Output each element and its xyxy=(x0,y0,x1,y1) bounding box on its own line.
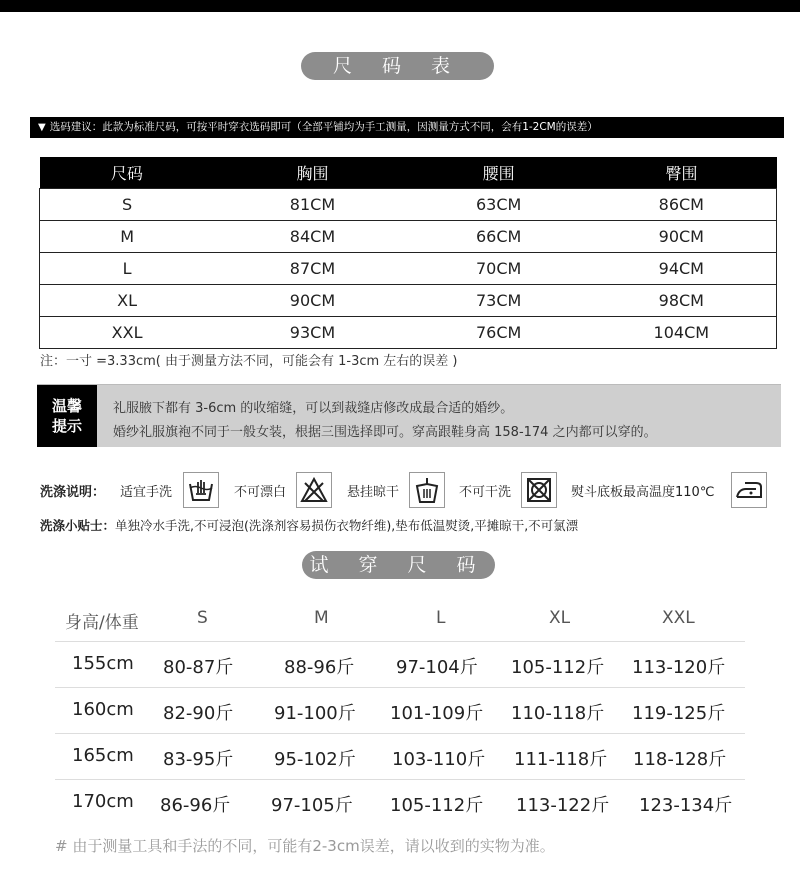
fit-header-cell: XL xyxy=(549,608,571,628)
weight-cell: 82-90斤 xyxy=(163,703,234,724)
hip-cell: 94CM xyxy=(587,253,777,285)
weight-cell: 103-110斤 xyxy=(392,749,486,770)
fit-header-cell: M xyxy=(314,608,329,628)
size-header-cell: 尺码 xyxy=(40,157,215,189)
table-row xyxy=(55,733,745,779)
weight-cell: 110-118斤 xyxy=(511,703,605,724)
size-cell: XXL xyxy=(40,317,215,349)
weight-cell: 97-105斤 xyxy=(271,795,353,816)
weight-cell: 119-125斤 xyxy=(632,703,726,724)
table-row xyxy=(40,253,777,285)
height-cell: 165cm xyxy=(72,745,134,766)
wash-item-label: 不可干洗 xyxy=(459,485,512,500)
fit-header-cell: L xyxy=(436,608,446,628)
wash-tips xyxy=(40,516,578,534)
size-chart-title: 尺 码 表 xyxy=(301,52,494,80)
weight-cell: 91-100斤 xyxy=(274,703,356,724)
warm-tip-line: 礼服腋下都有 3-6cm 的收缩缝，可以到裁缝店修改成最合适的婚纱。 xyxy=(113,401,514,416)
bust-cell: 81CM xyxy=(214,189,411,221)
size-advice-bar xyxy=(30,117,784,138)
iron-icon xyxy=(731,472,767,508)
waist-cell: 76CM xyxy=(411,317,587,349)
weight-cell: 86-96斤 xyxy=(160,795,231,816)
weight-cell: 123-134斤 xyxy=(639,795,733,816)
weight-cell: 111-118斤 xyxy=(514,749,608,770)
weight-cell: 95-102斤 xyxy=(274,749,356,770)
size-cell: M xyxy=(40,221,215,253)
size-advice-text: 选码建议：此款为标准尺码，可按平时穿衣选码即可（全部平铺均为手工测量，因测量方式不同，会有1-2CM的误差） xyxy=(49,121,598,133)
table-row xyxy=(40,221,777,253)
weight-cell: 88-96斤 xyxy=(284,657,355,678)
size-cell: S xyxy=(40,189,215,221)
weight-cell: 97-104斤 xyxy=(396,657,478,678)
measurement-disclaimer: # 由于测量工具和手法的不同，可能有2-3cm误差，请以收到的实物为准。 xyxy=(55,837,555,855)
weight-cell: 80-87斤 xyxy=(163,657,234,678)
table-row xyxy=(40,285,777,317)
weight-cell: 83-95斤 xyxy=(163,749,234,770)
size-table xyxy=(39,157,777,349)
table-row xyxy=(55,687,745,733)
no-dry-clean-icon xyxy=(521,472,557,508)
wash-label: 洗涤说明： xyxy=(40,485,106,500)
wash-item-label: 悬挂晾干 xyxy=(347,485,400,500)
size-table-header xyxy=(40,157,777,189)
top-border xyxy=(0,0,800,12)
no-bleach-icon xyxy=(296,472,332,508)
weight-cell: 105-112斤 xyxy=(511,657,605,678)
weight-cell: 113-120斤 xyxy=(632,657,726,678)
weight-cell: 118-128斤 xyxy=(633,749,727,770)
measurement-note: 注：一寸 =3.33cm( 由于测量方法不同，可能会有 1-3cm 左右的误差 ) xyxy=(40,354,458,369)
bust-cell: 84CM xyxy=(214,221,411,253)
fit-header-cell: XXL xyxy=(662,608,695,628)
wash-tips-text: 单独冷水手洗,不可浸泡(洗涤剂容易损伤衣物纤维),垫布低温熨烫,平摊晾干,不可氯漂 xyxy=(115,518,579,533)
size-cell: XL xyxy=(40,285,215,317)
hang-dry-icon xyxy=(409,472,445,508)
wash-tips-label: 洗涤小贴士： xyxy=(40,518,116,533)
waist-cell: 73CM xyxy=(411,285,587,317)
height-cell: 170cm xyxy=(72,791,134,812)
waist-cell: 63CM xyxy=(411,189,587,221)
hip-cell: 98CM xyxy=(587,285,777,317)
warm-tip-line: 婚纱礼服旗袍不同于一般女装，根据三围选择即可。穿高跟鞋身高 158-174 之内都可以穿的。 xyxy=(113,425,657,440)
hip-cell: 86CM xyxy=(587,189,777,221)
hip-cell: 90CM xyxy=(587,221,777,253)
size-cell: L xyxy=(40,253,215,285)
fit-size-title: 试 穿 尺 码 xyxy=(302,551,495,579)
triangle-down-icon: ▼ xyxy=(38,122,46,133)
weight-cell: 113-122斤 xyxy=(516,795,610,816)
table-row xyxy=(40,317,777,349)
waist-cell: 70CM xyxy=(411,253,587,285)
bust-cell: 90CM xyxy=(214,285,411,317)
size-header-cell: 臀围 xyxy=(587,157,777,189)
hip-cell: 104CM xyxy=(587,317,777,349)
bust-cell: 93CM xyxy=(214,317,411,349)
fit-header-cell: S xyxy=(197,608,208,628)
wash-instructions xyxy=(0,472,790,508)
waist-cell: 66CM xyxy=(411,221,587,253)
hand-wash-icon xyxy=(183,472,219,508)
table-row xyxy=(55,641,745,687)
table-row xyxy=(40,189,777,221)
wash-item-label: 熨斗底板最高温度110℃ xyxy=(571,485,715,500)
wash-item-label: 不可漂白 xyxy=(234,485,287,500)
weight-cell: 105-112斤 xyxy=(390,795,484,816)
warm-tip-box xyxy=(37,384,781,447)
height-cell: 160cm xyxy=(72,699,134,720)
weight-cell: 101-109斤 xyxy=(390,703,484,724)
height-cell: 155cm xyxy=(72,653,134,674)
bust-cell: 87CM xyxy=(214,253,411,285)
wash-item-label: 适宜手洗 xyxy=(120,485,173,500)
warm-tip-label: 温馨 提示 xyxy=(37,385,97,447)
fit-header-cell: 身高/体重 xyxy=(65,613,139,633)
size-header-cell: 胸围 xyxy=(214,157,411,189)
table-row xyxy=(55,779,745,825)
size-header-cell: 腰围 xyxy=(411,157,587,189)
